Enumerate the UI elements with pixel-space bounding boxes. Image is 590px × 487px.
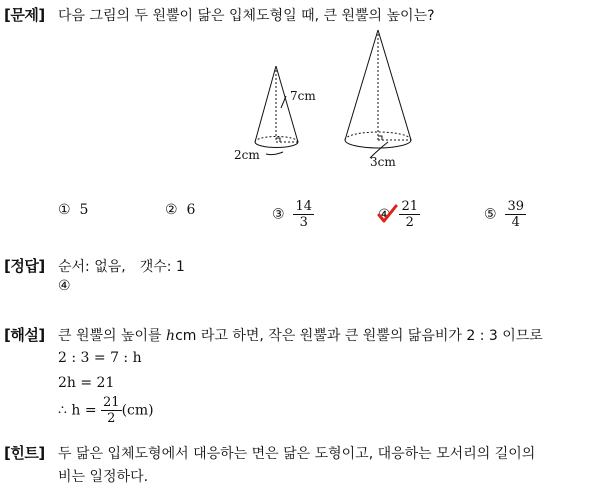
choice-2[interactable]: ② 6 <box>165 202 196 218</box>
hint-line-2: 비는 일정하다. <box>58 469 149 485</box>
check-mark-icon <box>376 203 398 225</box>
problem-text: 다음 그림의 두 원뿔이 닮은 입체도형일 때, 큰 원뿔의 높이는? <box>58 8 435 24</box>
solution-line-1: 큰 원뿔의 높이를 hcm 라고 하면, 작은 원뿔과 큰 원뿔의 닮음비가 2 : 3 이므로 <box>58 328 543 344</box>
large-cone <box>345 30 411 158</box>
solution-line-4: ∴ h = $\frac{21}{2}$ (cm) <box>58 395 154 426</box>
large-radius-label: 3cm <box>370 155 396 169</box>
problem-label: [문제] <box>4 6 45 24</box>
small-height-label: 7cm <box>290 89 316 103</box>
hint-label: [힌트] <box>4 444 45 462</box>
small-radius-label: 2cm <box>234 148 260 162</box>
solution-label: [해설] <box>4 326 45 344</box>
hint-line-1: 두 닮은 입체도형에서 대응하는 면은 닮은 도형이고, 대응하는 모서리의 길이의 <box>58 446 536 462</box>
choice-1[interactable]: ① 5 <box>58 202 89 218</box>
cone-figure <box>228 22 448 176</box>
solution-line-3: 2h = 21 <box>58 375 115 391</box>
answer-label: [정답] <box>4 257 45 275</box>
choice-4[interactable]: ④ $\frac{21}{2}$ <box>378 199 419 230</box>
choice-5[interactable]: ⑤ $\frac{39}{4}$ <box>484 199 525 230</box>
answer-meta: 순서: 없음, 갯수: 1 <box>58 259 185 275</box>
small-cone <box>255 66 298 155</box>
choice-3[interactable]: ③ $\frac{14}{3}$ <box>272 199 313 230</box>
solution-line-2: 2 : 3 = 7 : h <box>58 350 142 366</box>
answer-value: ④ <box>58 278 71 294</box>
